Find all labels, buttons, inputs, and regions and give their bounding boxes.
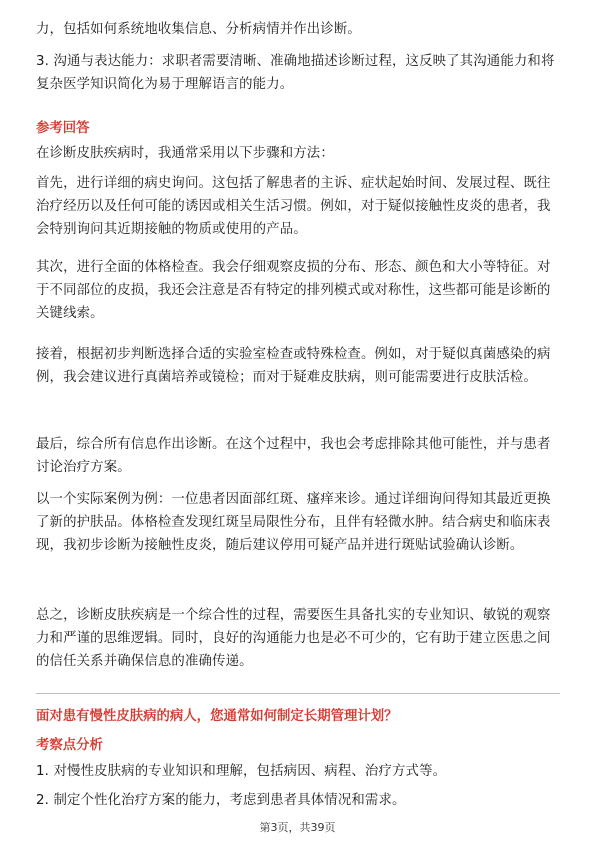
analysis-point-1: 1. 对慢性皮肤病的专业知识和理解，包括病因、病程、治疗方式等。 [36,764,447,779]
answer-paragraph-7: 总之，诊断皮肤疾病是一个综合性的过程，需要医生具备扎实的专业知识、敏锐的观察力和严谨的思维逻辑。同时，良好的沟通能力也是必不可少的，它有助于建立医患之间的信任关系并确保信息的准确传递。 [36,608,551,669]
analysis-point-2: 2. 制定个性化治疗方案的能力，考虑到患者具体情况和需求。 [36,793,406,808]
question-heading: 面对患有慢性皮肤病的病人，您通常如何制定长期管理计划？ [36,709,398,724]
answer-paragraph-4: 接着，根据初步判断选择合适的实验室检查或特殊检查。例如，对于疑似真菌感染的病例，我会建议进行真菌培养或镜检；而对于疑难皮肤病，则可能需要进行皮肤活检。 [36,347,551,385]
answer-paragraph-1: 在诊断皮肤疾病时，我通常采用以下步骤和方法： [36,146,334,161]
analysis-heading: 考察点分析 [36,738,103,753]
answer-paragraph-5: 最后，综合所有信息作出诊断。在这个过程中，我也会考虑排除其他可能性，并与患者讨论治疗方案。 [36,437,551,475]
answer-paragraph-6: 以一个实际案例为例：一位患者因面部红斑、瘙痒来诊。通过详细询问得知其最近更换了新的护肤品。体格检查发现红斑呈局限性分布，且伴有轻微水肿。结合病史和临床表现，我初步诊断为接触性皮炎，随后建议停用可疑产品并进行斑贴试验确认诊断。 [36,492,551,553]
evaluation-point-3: 3. 沟通与表达能力：求职者需要清晰、准确地描述诊断过程，这反映了其沟通能力和将复杂医学知识简化为易于理解语言的能力。 [36,54,555,92]
answer-paragraph-3: 其次，进行全面的体格检查。我会仔细观察皮损的分布、形态、颜色和大小等特征。对于不同部位的皮损，我还会注意是否有特定的排列模式或对称性，这些都可能是诊断的关键线索。 [36,260,551,321]
page-number: 第3页，共39页 [259,821,336,834]
section-divider [36,693,560,694]
answer-heading: 参考回答 [36,121,90,136]
answer-paragraph-2: 首先，进行详细的病史询问。这包括了解患者的主诉、症状起始时间、发展过程、既往治疗经历以及任何可能的诱因或相关生活习惯。例如，对于疑似接触性皮炎的患者，我会特别询问其近期接触的物质或使用的产品。 [36,176,551,237]
continuation-text: 力，包括如何系统地收集信息、分析病情并作出诊断。 [36,22,361,37]
